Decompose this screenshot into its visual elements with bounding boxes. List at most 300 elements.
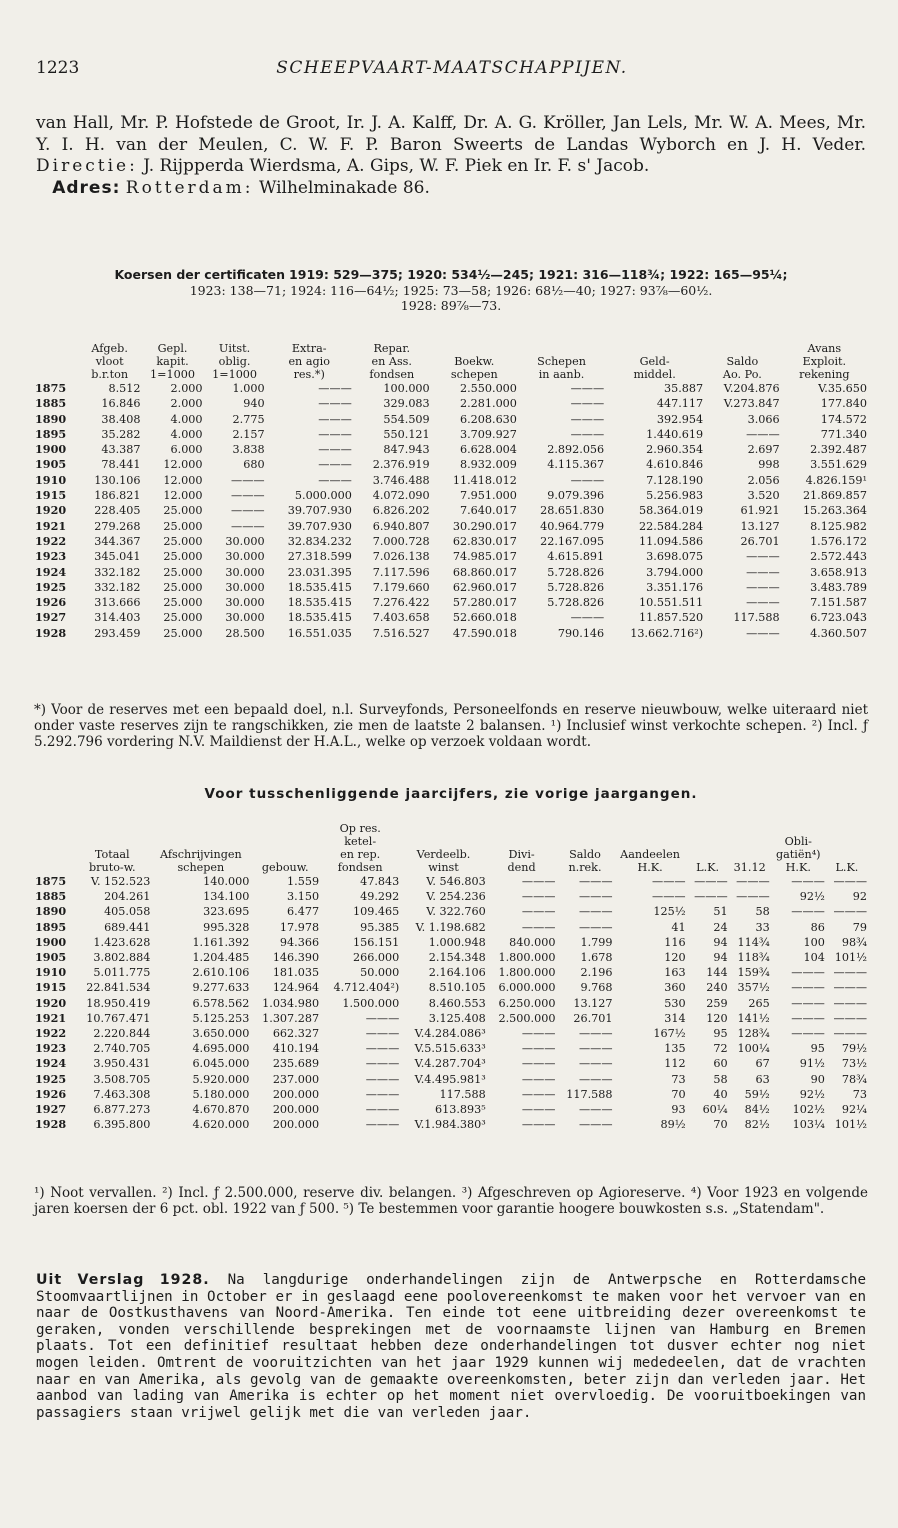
table-cell: 4.712.404²)	[333, 981, 400, 995]
table-cell: 266.000	[353, 951, 400, 965]
table-cell: 1.204.485	[192, 951, 250, 965]
table-cell: ———	[318, 473, 352, 487]
table-cell: 4.620.000	[192, 1118, 250, 1132]
table-cell: 847.943	[383, 443, 430, 457]
table-cell: ———	[578, 1072, 613, 1086]
table-cell: 6.000.000	[498, 981, 556, 995]
table-cell: 3.351.176	[646, 580, 704, 594]
table-cell: 332.182	[94, 565, 141, 579]
table-cell: ———	[578, 875, 613, 888]
table-cell: ———	[652, 890, 686, 904]
results-footnotes	[34, 1185, 868, 1217]
board-members-paragraph	[36, 113, 866, 199]
table-cell: ———	[746, 580, 780, 594]
table-cell: 101½	[834, 1118, 867, 1132]
table-cell: 7.026.138	[372, 550, 430, 564]
table-row	[34, 427, 868, 442]
table-cell: 30.000	[225, 611, 265, 625]
table-cell: ———	[521, 1072, 556, 1086]
table-cell: 90	[810, 1072, 825, 1086]
table-cell: 40	[713, 1087, 728, 1101]
table-cell: ———	[318, 412, 352, 426]
table-cell: ———	[578, 890, 613, 904]
table-cell: 89½	[660, 1118, 686, 1132]
table-row	[34, 920, 868, 935]
column-header	[34, 342, 78, 381]
directie-text: J. Rijpperda Wierdsma, A. Gips, W. F. Piek en Ir. F. s' Jacob.	[143, 156, 650, 176]
table-cell: 25.000	[163, 565, 203, 579]
table-cell: 73½	[841, 1057, 867, 1071]
column-header: Afschrijvingen schepen	[159, 848, 242, 874]
table-row	[34, 626, 868, 641]
table-cell: 3.950.431	[93, 1057, 151, 1071]
column-header: Geld- middel.	[633, 355, 676, 381]
year-cell: 1915	[35, 488, 67, 503]
table-cell: V.1.984.380³	[414, 1118, 486, 1132]
table-cell: 2.000	[170, 397, 203, 411]
table-cell: 25.000	[163, 611, 203, 625]
table-cell: 101½	[834, 951, 867, 965]
table-cell: 18.950.419	[86, 996, 151, 1010]
table-cell: 1.500.000	[342, 996, 400, 1010]
table-cell: 9.768	[580, 981, 613, 995]
table-cell: 38.408	[101, 412, 141, 426]
table-cell: 21.869.857	[802, 489, 867, 503]
table-cell: V.5.515.633³	[414, 1042, 486, 1056]
table-row	[34, 580, 868, 595]
table-cell: 7.117.596	[372, 565, 430, 579]
table-cell: 313.666	[94, 596, 141, 610]
table-cell: 114¾	[737, 935, 770, 949]
table-cell: ———	[833, 1011, 867, 1025]
koersen-line-2: 1923: 138—71; 1924: 116—64½; 1925: 73—58; 1926: 68½—40; 1927: 93⅞—60½.	[189, 282, 713, 298]
table-cell: 47.590.018	[452, 626, 517, 640]
table-cell: 790.146	[557, 626, 605, 640]
year-cell: 1922	[35, 1026, 67, 1041]
table-cell: 840.000	[509, 935, 556, 949]
table-cell: 167½	[653, 1027, 686, 1041]
table-row	[34, 549, 868, 564]
table-cell: 181.035	[272, 966, 320, 980]
table-cell: ———	[365, 1011, 400, 1025]
table-cell: ———	[365, 1042, 400, 1056]
table-cell: 32.834.232	[287, 534, 352, 548]
table-cell: 22.841.534	[86, 981, 151, 995]
table-cell: 163	[664, 966, 686, 980]
table-cell: 1.000.948	[428, 935, 486, 949]
table-cell: 7.516.527	[372, 626, 430, 640]
column-header: Op res. ketel- en rep. fondsen	[337, 822, 383, 874]
report-text: Na langdurige onderhandelingen zijn de Antwerpsche en Rotterdamsche Stoomvaartlijnen in October er in geslaagd eene poolovereenkomst te maken voor het vervoer van en naar de Oostkusthavens van Noord-Amerika. Ten einde tot eene uitbreiding dezer overeenkomst te geraken, vonden verschillende besprekingen met de voornaamste lijnen van Hamburg en Bremen plaats. Tot een definitief resultaat hebben deze onderhandelingen tot dusver echter nog niet mogen leiden. Omtrent de vooruitzichten van het jaar 1929 kunnen wij mededeelen, dat de vrachten naar en van Amerika, als gevolg van de gemaakte overeenkomsten, beter zijn dan verleden jaar. Het aanbod van lading van Amerika is echter op het moment niet overvloedig. De vooruitboekingen van passagiers staan vrijwel gelijk met die van verleden jaar.	[36, 1272, 866, 1421]
table-cell: 3.802.884	[93, 951, 151, 965]
table-cell: ———	[833, 996, 867, 1010]
table-cell: 104	[803, 951, 825, 965]
table-cell: 9.079.396	[547, 489, 605, 503]
table-cell: 25.000	[163, 626, 203, 640]
table-cell: ———	[791, 875, 825, 888]
table-cell: 117.588	[439, 1087, 486, 1101]
table-cell: 2.892.056	[547, 443, 605, 457]
column-header: L.K.	[696, 861, 720, 874]
table-cell: 2.220.844	[93, 1027, 151, 1041]
table-cell: 3.520	[747, 489, 780, 503]
table-cell: 58	[713, 1072, 728, 1086]
table-row	[34, 1056, 868, 1071]
table-cell: 59½	[744, 1087, 770, 1101]
table-cell: 92¼	[841, 1103, 867, 1117]
table-cell: ———	[791, 981, 825, 995]
column-header: L.K.	[835, 861, 859, 874]
year-cell: 1900	[35, 934, 67, 949]
table-cell: 8.932.009	[459, 458, 517, 472]
year-cell: 1927	[35, 1102, 67, 1117]
table-cell: 8.125.982	[810, 519, 867, 533]
table-cell: 1.161.392	[192, 935, 250, 949]
table-cell: 58.364.019	[639, 504, 704, 518]
table-cell: 30.000	[225, 565, 265, 579]
table-cell: V. 322.760	[426, 905, 486, 919]
table-cell: 200.000	[272, 1118, 320, 1132]
year-cell: 1926	[35, 595, 67, 610]
table-cell: 228.405	[94, 504, 141, 518]
year-cell: 1885	[35, 396, 67, 411]
table-cell: ———	[570, 397, 605, 411]
table-cell: 186.821	[94, 489, 141, 503]
table-cell: 22.584.284	[639, 519, 704, 533]
table-cell: 95.385	[360, 920, 400, 934]
column-header: Schepen in aanb.	[537, 355, 586, 381]
table-cell: ———	[318, 397, 352, 411]
table-cell: 2.056	[747, 473, 780, 487]
table-cell: ———	[521, 920, 556, 934]
table-cell: 23.031.395	[287, 565, 352, 579]
table-cell: 70	[713, 1118, 728, 1132]
table-cell: 3.125.408	[428, 1011, 486, 1025]
table-cell: ———	[746, 626, 780, 640]
table-cell: 1.440.619	[646, 427, 704, 441]
table-cell: 174.572	[820, 412, 867, 426]
table-cell: 124.964	[272, 981, 320, 995]
table-cell: 4.000	[170, 412, 203, 426]
year-cell: 1923	[35, 1041, 67, 1056]
table-cell: 61.921	[740, 504, 780, 518]
column-header: gebouw.	[261, 861, 309, 874]
table-cell: 82½	[744, 1118, 770, 1132]
table-cell: ———	[521, 1103, 556, 1117]
table-cell: 259	[706, 996, 728, 1010]
table-cell: 1.800.000	[498, 966, 556, 980]
table-cell: ———	[231, 489, 265, 503]
table-cell: 70	[671, 1087, 686, 1101]
table-cell: ———	[365, 1118, 400, 1132]
table-cell: V.204.876	[723, 382, 780, 395]
table-cell: 93	[671, 1103, 686, 1117]
table-row	[34, 534, 868, 549]
koersen-line-3: 1928: 89⅞—73.	[400, 298, 502, 313]
table-cell: 6.877.273	[93, 1103, 151, 1117]
table-cell: 95	[713, 1027, 728, 1041]
table-cell: 3.551.629	[810, 458, 867, 472]
table-cell: 79½	[841, 1042, 867, 1056]
directie-label: Directie:	[36, 156, 138, 176]
table-cell: 200.000	[272, 1087, 320, 1101]
table-cell: 30.000	[225, 580, 265, 594]
table-cell: 25.000	[163, 550, 203, 564]
table-cell: 2.281.000	[459, 397, 517, 411]
table-cell: 689.441	[104, 920, 151, 934]
year-cell: 1875	[35, 874, 67, 888]
table-cell: 12.000	[163, 458, 203, 472]
year-cell: 1921	[35, 518, 67, 533]
table-cell: ———	[736, 875, 770, 888]
table-cell: 1.034.980	[262, 996, 320, 1010]
table-cell: 12.000	[163, 489, 203, 503]
table-cell: 4.695.000	[192, 1042, 250, 1056]
table-cell: 11.857.520	[639, 611, 704, 625]
year-cell: 1924	[35, 1056, 67, 1071]
table-row	[34, 874, 868, 889]
table-cell: 94	[713, 935, 728, 949]
table-cell: 2.500.000	[498, 1011, 556, 1025]
table-cell: ———	[365, 1027, 400, 1041]
table-cell: ———	[791, 996, 825, 1010]
table-cell: 6.395.800	[93, 1118, 151, 1132]
table-cell: 141½	[737, 1011, 770, 1025]
table-cell: 3.066	[747, 412, 780, 426]
year-cell: 1922	[35, 533, 67, 548]
table-cell: ———	[521, 905, 556, 919]
table-cell: 7.151.587	[810, 596, 867, 610]
table-cell: 235.689	[272, 1057, 320, 1071]
table-header-row	[34, 822, 868, 874]
table-cell: 7.000.728	[372, 534, 430, 548]
table-cell: 5.728.826	[547, 596, 605, 610]
year-cell: 1921	[35, 1010, 67, 1025]
table-cell: 177.840	[820, 397, 867, 411]
table-cell: ———	[570, 611, 605, 625]
year-cell: 1910	[35, 472, 67, 487]
table-cell: 74.985.017	[452, 550, 517, 564]
table-cell: 79	[852, 920, 867, 934]
table-cell: 15.263.364	[802, 504, 867, 518]
table-cell: 26.701	[573, 1011, 613, 1025]
table-cell: ———	[578, 1103, 613, 1117]
table-cell: ———	[318, 427, 352, 441]
table-cell: 6.940.807	[372, 519, 430, 533]
table-row	[34, 1102, 868, 1117]
adres-city: Rotterdam:	[125, 177, 254, 198]
table-cell: 62.960.017	[452, 580, 517, 594]
table-cell: 25.000	[163, 596, 203, 610]
table-cell: 18.535.415	[287, 596, 352, 610]
table-cell: 550.121	[383, 427, 430, 441]
table-cell: 680	[243, 458, 265, 472]
table-cell: 39.707.930	[287, 504, 352, 518]
table-cell: 410.194	[272, 1042, 320, 1056]
table-cell: 6.723.043	[810, 611, 867, 625]
table-cell: 117.588	[566, 1087, 613, 1101]
table-row	[34, 980, 868, 995]
table-cell: 11.418.012	[452, 473, 517, 487]
table-cell: 200.000	[272, 1103, 320, 1117]
table-row	[34, 1087, 868, 1102]
table-cell: 28.651.830	[540, 504, 605, 518]
table-cell: 323.695	[203, 905, 250, 919]
table-cell: 78.441	[101, 458, 141, 472]
table-cell: 2.550.000	[459, 382, 517, 395]
financial-table-results	[34, 822, 868, 1132]
column-header: Afgeb. vloot b.r.ton	[91, 342, 129, 381]
table-cell: 345.041	[94, 550, 141, 564]
page-title: SCHEEPVAART-MAATSCHAPPIJEN.	[276, 58, 628, 78]
table-cell: 156.151	[353, 935, 400, 949]
table-cell: ———	[791, 966, 825, 980]
year-cell: 1920	[35, 995, 67, 1010]
table-cell: ———	[521, 1057, 556, 1071]
table-cell: 2.740.705	[93, 1042, 151, 1056]
table-cell: 662.327	[272, 1027, 320, 1041]
table-cell: 6.477	[287, 905, 320, 919]
table-cell: 293.459	[94, 626, 141, 640]
table-cell: 63	[755, 1072, 770, 1086]
table-cell: 995.328	[203, 920, 250, 934]
table-cell: 6.045.000	[192, 1057, 250, 1071]
table-cell: ———	[521, 1118, 556, 1132]
table-cell: 12.000	[163, 473, 203, 487]
table-cell: 7.640.017	[459, 504, 517, 518]
table-cell: 60¼	[702, 1103, 728, 1117]
table-cell: 84½	[744, 1103, 770, 1117]
table-cell: 60	[713, 1057, 728, 1071]
table-cell: 3.709.927	[459, 427, 517, 441]
table-cell: 2.154.348	[428, 951, 486, 965]
table-cell: ———	[833, 981, 867, 995]
year-cell: 1925	[35, 579, 67, 594]
table-row	[34, 610, 868, 625]
table-cell: 112	[664, 1057, 686, 1071]
table-cell: ———	[570, 473, 605, 487]
table-row	[34, 595, 868, 610]
table-cell: 7.463.308	[93, 1087, 151, 1101]
year-cell: 1924	[35, 564, 67, 579]
table-cell: 92½	[799, 1087, 825, 1101]
column-header: Repar. en Ass. fondsen	[369, 342, 415, 381]
table-cell: 3.658.913	[810, 565, 867, 579]
table-cell: ———	[833, 1027, 867, 1041]
table-cell: V.273.847	[723, 397, 780, 411]
table-cell: 11.094.586	[639, 534, 704, 548]
table-cell: 7.179.660	[372, 580, 430, 594]
table-cell: 91½	[799, 1057, 825, 1071]
table-cell: 314.403	[94, 611, 141, 625]
table-cell: 6.578.562	[192, 996, 250, 1010]
table-cell: V.4.287.704³	[414, 1057, 486, 1071]
table-cell: 7.951.000	[459, 489, 517, 503]
year-cell: 1928	[35, 625, 67, 640]
table-cell: 109.465	[353, 905, 400, 919]
table-cell: 2.572.443	[810, 550, 867, 564]
table-cell: ———	[578, 1057, 613, 1071]
table-cell: 17.978	[279, 920, 320, 934]
column-header: Divi- dend	[507, 848, 536, 874]
table-row	[34, 488, 868, 503]
table-cell: 1.423.628	[93, 935, 151, 949]
table-cell: V. 152.523	[90, 875, 151, 888]
table-cell: ———	[521, 1042, 556, 1056]
column-header: Uitst. oblig. 1=1000	[212, 342, 258, 381]
table-cell: 2.697	[747, 443, 780, 457]
table-cell: 134.100	[203, 890, 250, 904]
table-cell: 72	[713, 1042, 728, 1056]
table-cell: ———	[231, 473, 265, 487]
table-cell: 4.670.870	[192, 1103, 250, 1117]
table-cell: 3.746.488	[372, 473, 430, 487]
table-cell: ———	[365, 1087, 400, 1101]
column-header: Gepl. kapit. 1=1000	[150, 342, 196, 381]
table-cell: 4.000	[170, 427, 203, 441]
table-cell: 40.964.779	[540, 519, 605, 533]
table-row	[34, 1041, 868, 1056]
results-footnote-text: ¹) Noot vervallen. ²) Incl. ƒ 2.500.000, reserve div. belangen. ³) Afgeschreven op Agioreserve. ⁴) Voor 1923 en volgende jaren koersen der 6 pct. obl. 1922 van ƒ 500. ⁵) Te bestemmen voor garantie hoogere bouwkosten s.s. „Statendam".	[34, 1185, 868, 1217]
table-cell: ———	[365, 1072, 400, 1086]
table-cell: 25.000	[163, 580, 203, 594]
table-cell: 30.000	[225, 596, 265, 610]
table-cell: ———	[570, 427, 605, 441]
financial-table-balance	[34, 342, 868, 641]
table-cell: 43.387	[101, 443, 141, 457]
table-cell: ———	[578, 1042, 613, 1056]
table-cell: 16.846	[101, 397, 141, 411]
column-header: Verdeelb. winst	[416, 848, 471, 874]
table-cell: 130.106	[94, 473, 141, 487]
table-row	[34, 381, 868, 396]
table-cell: 100	[803, 935, 825, 949]
table-cell: V.35.650	[818, 382, 867, 395]
table-cell: 2.960.354	[646, 443, 704, 457]
table-cell: 1.678	[580, 951, 613, 965]
table-cell: 120	[664, 951, 686, 965]
table-cell: 57.280.017	[452, 596, 517, 610]
table-cell: 24	[713, 920, 728, 934]
table-cell: ———	[652, 875, 686, 888]
table-cell: V.4.284.086³	[414, 1027, 486, 1041]
table-cell: V. 254.236	[426, 890, 486, 904]
table-cell: 344.367	[94, 534, 141, 548]
table-row	[34, 412, 868, 427]
table-row	[34, 996, 868, 1011]
table-cell: V. 546.803	[426, 875, 486, 888]
table-cell: 25.000	[163, 534, 203, 548]
table-cell: 4.826.159¹	[805, 473, 867, 487]
column-header: Avans Exploit. rekening	[799, 342, 850, 381]
column-header: Saldo n.rek.	[568, 848, 602, 874]
table-cell: 6.250.000	[498, 996, 556, 1010]
year-cell: 1910	[35, 965, 67, 980]
year-cell: 1895	[35, 426, 67, 441]
table-cell: 18.535.415	[287, 611, 352, 625]
table-cell: ———	[318, 458, 352, 472]
table-cell: 95	[810, 1042, 825, 1056]
table-row	[34, 519, 868, 534]
table-cell: ———	[833, 905, 867, 919]
page-number: 1223	[36, 58, 80, 78]
table-row	[34, 950, 868, 965]
table-cell: 8.512	[108, 382, 141, 395]
table-cell: 530	[664, 996, 686, 1010]
table-cell: 392.954	[656, 412, 704, 426]
year-cell: 1927	[35, 610, 67, 625]
table-cell: 117.588	[733, 611, 780, 625]
